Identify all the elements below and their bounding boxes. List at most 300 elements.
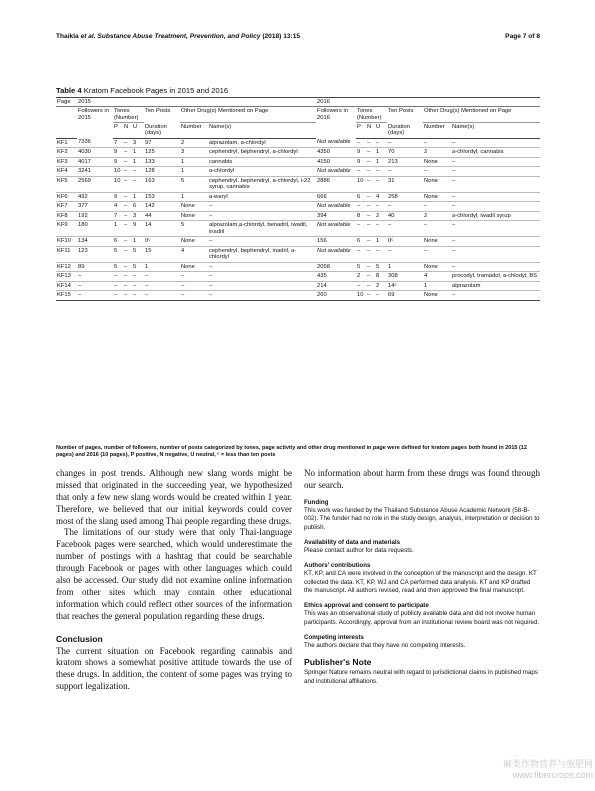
table-cell-page: KF2	[56, 148, 77, 157]
table-cell-d16: –	[387, 138, 423, 147]
table-cell-names16: a-chlordyl, cannabis	[451, 148, 540, 157]
publisher-note-text: Springer Nature remains neutral with regard to jurisdictional claims in published maps and institutional affiliations.	[304, 669, 538, 685]
table-cell-u15: 1	[132, 237, 144, 246]
table-row	[56, 211, 540, 220]
table-cell-f15: 4017	[77, 157, 113, 166]
table-cell-u15: –	[132, 167, 144, 176]
col-2015: 2015	[77, 98, 316, 107]
table-footnote: Number of pages, number of followers, number of posts categorized by tones, page activity and other drug mentioned in page were defined for kratom pages both found in 2015 (12 pages) and 2016 (10 pages), P positive, N negative, U neutral, ᶜ = less than ten posts	[56, 445, 527, 458]
table-cell-f15: –	[77, 281, 113, 290]
table-cell-n15: –	[123, 246, 132, 262]
table-cell-num15: 3	[180, 148, 208, 157]
table-cell-num15: –	[180, 291, 208, 300]
col-number: Number	[180, 123, 208, 138]
table-cell-f16: 2058	[316, 262, 356, 271]
table-cell-n16: –	[366, 202, 375, 211]
table-cell-page: KF13	[56, 272, 77, 281]
table-cell-num15: None	[180, 211, 208, 220]
table-cell-n16: –	[366, 167, 375, 176]
table-cell-n15: –	[123, 237, 132, 246]
table-cell-u16: –	[375, 221, 387, 237]
table-cell-d15: 142	[144, 202, 180, 211]
table-cell-p16: 10	[356, 176, 366, 192]
not-available-text: Not available	[317, 203, 351, 210]
table-cell-n16: –	[366, 148, 375, 157]
table-row	[56, 237, 540, 246]
table-cell-p15: –	[113, 281, 123, 290]
table-cell-p16: 5	[356, 262, 366, 271]
table-cell-d16: –	[387, 246, 423, 262]
table-cell-f16	[316, 167, 356, 176]
kratom-table	[56, 97, 540, 301]
table-cell-num16: –	[423, 202, 451, 211]
table-cell-p15: –	[113, 272, 123, 281]
table-row	[56, 157, 540, 166]
table-cell-f15: 123	[77, 246, 113, 262]
table-cell-page: KF14	[56, 281, 77, 290]
table-cell-page: KF5	[56, 176, 77, 192]
table-cell-d16: 0ᶜ	[387, 237, 423, 246]
table-cell-p16: –	[356, 246, 366, 262]
table-cell-f15: 134	[77, 237, 113, 246]
table-cell-p16: –	[356, 281, 366, 290]
table-cell-f16	[316, 202, 356, 211]
conclusion-paragraph: The current situation on Facebook regarding cannabis and kratom shows a somewhat positive attitude towards the use of these drugs. In addition, the content of some pages was trying to support legalization.	[56, 645, 292, 692]
table-cell-num15: 1	[180, 167, 208, 176]
table-cell-page: KF1	[56, 138, 77, 147]
table-cell-n15: –	[123, 202, 132, 211]
table-cell-page: KF12	[56, 262, 77, 271]
table-cell-u16: 1	[375, 237, 387, 246]
table-cell-num16: None	[423, 262, 451, 271]
table-cell-u15: 1	[132, 192, 144, 201]
table-cell-n16: –	[366, 176, 375, 192]
table-cell-names15: alprazolam,a-chlordyl, benadril, iwadil, inadril	[208, 221, 316, 237]
table-cell-n15: –	[123, 272, 132, 281]
availability-heading: Availability of data and materials	[304, 538, 401, 546]
body-paragraph: The limitations of our study were that only Thai-language Facebook pages were searched, which would underestimate the number of postings with a hashtag that could be searchable through Facebook or pages with other languages which could also be accessed. Our study did not examine online information from other sites which may contain other educational information which could reflect other sources of the information that reaches the general population regarding these drugs.	[56, 527, 292, 621]
table-cell-n16: –	[366, 246, 375, 262]
table-cell-n15: –	[123, 157, 132, 166]
watermark	[503, 759, 593, 782]
col-page: Page	[56, 98, 77, 107]
table-cell-u15: 1	[132, 157, 144, 166]
table-cell-names16: –	[451, 246, 540, 262]
table-cell-num16: None	[423, 237, 451, 246]
table-cell-names16: alprazolam	[451, 281, 540, 290]
table-cell-f15: 377	[77, 202, 113, 211]
table-cell-f16: 435	[316, 272, 356, 281]
table-row	[56, 167, 540, 176]
table-cell-num15: 4	[180, 246, 208, 262]
table-cell-u15: 5	[132, 262, 144, 271]
watermark-line: www.fibercrops.com	[512, 769, 593, 780]
table-cell-n15: –	[123, 291, 132, 300]
table-cell-d16: 69	[387, 291, 423, 300]
table-cell-p16: 9	[356, 157, 366, 166]
table-cell-p16: –	[356, 138, 366, 147]
table-cell-d15: 133	[144, 157, 180, 166]
table-cell-u16: –	[375, 291, 387, 300]
table-cell-d15: 125	[144, 148, 180, 157]
table-cell-names15: alprazolam, a-chlordyl	[208, 138, 316, 147]
not-available-text: Not available	[317, 168, 351, 175]
table-cell-n15: –	[123, 138, 132, 147]
table-cell-f15: 192	[77, 211, 113, 220]
table-cell-num15: None	[180, 262, 208, 271]
table-cell-names16: –	[451, 202, 540, 211]
table-cell-num16: 1	[423, 281, 451, 290]
table-cell-d16: 213	[387, 157, 423, 166]
table-row	[56, 176, 540, 192]
table-cell-u15: –	[132, 281, 144, 290]
table-cell-d16: –	[387, 221, 423, 237]
table-cell-p16: –	[356, 221, 366, 237]
table-cell-u15: –	[132, 176, 144, 192]
table-cell-names15: cephendryl, bephendryl, a-chlordyl	[208, 148, 316, 157]
ethics-heading: Ethics approval and consent to participate	[304, 602, 429, 610]
table-cell-names15: –	[208, 281, 316, 290]
page-number: Page 7 of 8	[505, 33, 540, 40]
table-cell-n16: –	[366, 281, 375, 290]
col-tones-2016: Tones (Number)	[356, 107, 387, 123]
table-cell-names16: procodyl, tramadol, a-chlodyl, BS	[451, 272, 540, 281]
table-cell-u16: 1	[375, 148, 387, 157]
watermark-line: 麻类作物营养与施肥网	[502, 758, 593, 769]
table-cell-names16: –	[451, 176, 540, 192]
table-cell-d15: 97	[144, 138, 180, 147]
table-cell-page: KF15	[56, 291, 77, 300]
table-cell-num15: 5	[180, 176, 208, 192]
table-cell-f15: 3241	[77, 167, 113, 176]
table-cell-n15: –	[123, 192, 132, 201]
table-cell-u16: 2	[375, 211, 387, 220]
ethics-text: This was an observational study of publicly available data and did not involve human participants. Accordingly, approval from an institutional review board was not required.	[304, 610, 540, 626]
table-cell-d16: 31	[387, 176, 423, 192]
col-u: U	[375, 123, 387, 138]
table-cell-p16: 8	[356, 211, 366, 220]
table-body	[56, 138, 540, 300]
table-cell-n16: –	[366, 221, 375, 237]
table-cell-p15: 6	[113, 237, 123, 246]
col-ten-posts-2016: Ten Posts	[388, 108, 414, 115]
table-cell-d16: –	[387, 202, 423, 211]
table-cell-names15: cephendryl, bephendryl, a-chlordyl, i-22 syrup, cannabis	[208, 176, 316, 192]
table-cell-names16: –	[451, 221, 540, 237]
col-other-drugs-2016: Other Drug(s) Mentioned on Page	[423, 107, 540, 123]
table-label: Table 4	[56, 86, 82, 95]
not-available-text: Not available	[317, 247, 351, 254]
table-row	[56, 148, 540, 157]
table-cell-f16: 156	[316, 237, 356, 246]
col-number: Number	[423, 123, 451, 138]
table-cell-f16: 4150	[316, 157, 356, 166]
table-cell-d16: 70	[387, 148, 423, 157]
table-cell-n16: –	[366, 157, 375, 166]
table-cell-d16: –	[387, 167, 423, 176]
table-cell-f15: 2569	[77, 176, 113, 192]
table-title: Kratom Facebook Pages in 2015 and 2016	[81, 86, 229, 95]
table-cell-p16: –	[356, 167, 366, 176]
table-header-row	[56, 98, 540, 107]
table-cell-page: KF8	[56, 211, 77, 220]
table-cell-u16: 8	[375, 272, 387, 281]
publisher-note-heading: Publisher's Note	[304, 657, 372, 668]
competing-text: The authors declare that they have no competing interests.	[304, 642, 466, 650]
table-cell-p15: 9	[113, 192, 123, 201]
table-cell-u16: 4	[375, 192, 387, 201]
table-cell-u15: 9	[132, 221, 144, 237]
table-cell-names16: –	[451, 167, 540, 176]
col-followers-2016: Followers in 2016	[317, 108, 348, 121]
col-followers-2015: Followers in 2015	[78, 108, 109, 121]
table-cell-n16: –	[366, 237, 375, 246]
table-cell-p15: 7	[113, 211, 123, 220]
table-cell-n15: –	[123, 221, 132, 237]
col-duration: Duration (days)	[387, 123, 423, 138]
table-cell-n15: –	[123, 262, 132, 271]
table-cell-p15: 4	[113, 202, 123, 211]
table-cell-p16: 6	[356, 192, 366, 201]
table-cell-f16	[316, 138, 356, 147]
table-cell-n16: –	[366, 291, 375, 300]
not-available-text: Not available	[317, 139, 351, 146]
table-cell-f15: 7336	[77, 138, 113, 147]
table-cell-p16: 10	[356, 291, 366, 300]
table-cell-p15: –	[113, 291, 123, 300]
col-other-drugs-2015: Other Drug(s) Mentioned on Page	[180, 107, 316, 123]
table-cell-p15: 7	[113, 138, 123, 147]
table-row	[56, 281, 540, 290]
col-names: Name(s)	[451, 123, 540, 138]
table-cell-u16: –	[375, 138, 387, 147]
table-cell-d15: –	[144, 272, 180, 281]
table-cell-names16: a-chlordyl, iwadil syrup	[451, 211, 540, 220]
left-column	[56, 468, 292, 693]
table-cell-num16: 2	[423, 148, 451, 157]
table-row	[56, 138, 540, 147]
table-cell-num16: –	[423, 221, 451, 237]
table-cell-p16: 9	[356, 148, 366, 157]
not-available-text: Not available	[317, 222, 351, 229]
table-cell-num15: 1	[180, 192, 208, 201]
table-cell-d15: 1	[144, 262, 180, 271]
table-cell-n16: –	[366, 211, 375, 220]
table-cell-p15: 9	[113, 148, 123, 157]
table-cell-u16: –	[375, 167, 387, 176]
table-cell-names16: –	[451, 291, 540, 300]
table-cell-names15: cephendryl, bephendryl, inadril, a-chlordyl	[208, 246, 316, 262]
table-cell-u15: 3	[132, 211, 144, 220]
table-cell-d16: 308	[387, 272, 423, 281]
contributions-heading: Authors' contributions	[304, 562, 371, 570]
table-cell-d15: 14	[144, 221, 180, 237]
table-cell-d15: 0ᶜ	[144, 237, 180, 246]
table-cell-page: KF4	[56, 167, 77, 176]
table-cell-u15: –	[132, 291, 144, 300]
availability-text: Please contact author for data requests.	[304, 546, 414, 554]
col-tones-2015: Tones (Number)	[113, 107, 144, 123]
table-cell-f15: 492	[77, 192, 113, 201]
table-cell-p16: 2	[356, 272, 366, 281]
table-row	[56, 246, 540, 262]
table-row	[56, 192, 540, 201]
table-cell-f16: 4350	[316, 148, 356, 157]
table-cell-names16: –	[451, 262, 540, 271]
table-cell-page: KF7	[56, 202, 77, 211]
table-cell-d15: –	[144, 281, 180, 290]
table-cell-u15: 6	[132, 202, 144, 211]
table-cell-f16: 260	[316, 291, 356, 300]
table-cell-d15: 153	[144, 192, 180, 201]
table-cell-u16: 1	[375, 157, 387, 166]
table-cell-names15: –	[208, 291, 316, 300]
col-p: P	[356, 123, 366, 138]
table-cell-u16: –	[375, 246, 387, 262]
table-cell-u16: 5	[375, 262, 387, 271]
table-cell-n15: –	[123, 176, 132, 192]
table-row	[56, 221, 540, 237]
right-column	[304, 468, 540, 686]
table-cell-names15: –	[208, 272, 316, 281]
table-cell-f16: 2886	[316, 176, 356, 192]
table-cell-p15: 1	[113, 221, 123, 237]
table-cell-d15: 44	[144, 211, 180, 220]
table-cell-page: KF10	[56, 237, 77, 246]
body-paragraph: changes in post trends. Although new slang words might be missed that originated in the succeeding year, we hypothesized that only a few new slang words would be created within 1 year. Therefore, we believed that our initial keywords could cover most of the slang used among Thai people regarding these drugs.	[56, 468, 292, 526]
table-cell-n15: –	[123, 281, 132, 290]
table-cell-names15: –	[208, 237, 316, 246]
table-row	[56, 262, 540, 271]
table-cell-u15: 3	[132, 138, 144, 147]
table-cell-u15: –	[132, 272, 144, 281]
table-row	[56, 272, 540, 281]
table-cell-names15: a-waryl	[208, 192, 316, 201]
table-header-row	[56, 123, 540, 138]
table-cell-num16: –	[423, 138, 451, 147]
table-cell-num15: None	[180, 237, 208, 246]
col-names: Name(s)	[208, 123, 316, 138]
table-cell-num15: –	[180, 272, 208, 281]
table-cell-num15: 2	[180, 138, 208, 147]
table-cell-num16: None	[423, 192, 451, 201]
competing-heading: Competing interests	[304, 634, 364, 642]
table-cell-p16: 6	[356, 237, 366, 246]
table-cell-n16: –	[366, 192, 375, 201]
table-cell-names15: –	[208, 202, 316, 211]
table-cell-f15: 89	[77, 262, 113, 271]
table-cell-page: KF9	[56, 221, 77, 237]
table-cell-u16: –	[375, 176, 387, 192]
col-n: N	[366, 123, 375, 138]
table-cell-names15: a-chlordyl	[208, 167, 316, 176]
table-cell-p15: 9	[113, 157, 123, 166]
table-caption	[56, 86, 228, 95]
table-cell-f15: –	[77, 291, 113, 300]
table-cell-num15: None	[180, 202, 208, 211]
table-header-row	[56, 107, 540, 123]
table-cell-num16: None	[423, 157, 451, 166]
table-cell-p15: 10	[113, 176, 123, 192]
table-cell-d15: 15	[144, 246, 180, 262]
contributions-text: KT, KP, and CA were involved in the conception of the manuscript and the design. KT collected the data. KT, KP, WJ and CA performed data analysis. KT and KP drafted the manuscript. All authors revised, read and then approved the final manuscript.	[304, 570, 537, 594]
table-cell-n15: –	[123, 211, 132, 220]
table-cell-f15: –	[77, 272, 113, 281]
table-cell-f15: 180	[77, 221, 113, 237]
table-cell-f16: 666	[316, 192, 356, 201]
table-cell-n15: –	[123, 167, 132, 176]
table-cell-page: KF11	[56, 246, 77, 262]
table-cell-p15: 5	[113, 246, 123, 262]
table-cell-names15: –	[208, 262, 316, 271]
table-cell-num16: –	[423, 246, 451, 262]
table-row	[56, 202, 540, 211]
col-p: P	[113, 123, 123, 138]
table-cell-d16: 258	[387, 192, 423, 201]
journal-citation: Thaikla et al. Substance Abuse Treatment, Prevention, and Policy (2018) 13:15	[56, 33, 301, 40]
table-cell-num15: 5	[180, 221, 208, 237]
table-cell-names16: –	[451, 237, 540, 246]
table-cell-u15: 1	[132, 148, 144, 157]
table-cell-f15: 4030	[77, 148, 113, 157]
col-ten-posts-2015: Ten Posts	[145, 108, 171, 115]
table-cell-f16: 214	[316, 281, 356, 290]
section-heading-conclusion: Conclusion	[56, 633, 103, 644]
table-cell-num15: 1	[180, 157, 208, 166]
table-cell-d15: –	[144, 291, 180, 300]
col-n: N	[123, 123, 132, 138]
table-cell-num16: 4	[423, 272, 451, 281]
col-duration: Duration (days)	[144, 123, 180, 138]
table-cell-f16	[316, 246, 356, 262]
table-cell-n15: –	[123, 148, 132, 157]
funding-heading: Funding	[304, 498, 329, 506]
table-cell-n16: –	[366, 138, 375, 147]
table-cell-num16: None	[423, 176, 451, 192]
funding-text: This work was funded by the Thailand Substance Abuse Academic Network (58-B-002). The funder had no role in the study design, analysis, interpretation or decision to publish.	[304, 506, 540, 531]
table-cell-names16: –	[451, 192, 540, 201]
table-cell-d16: 40	[387, 211, 423, 220]
table-cell-p15: 5	[113, 262, 123, 271]
table-cell-n16: –	[366, 272, 375, 281]
col-2016: 2016	[316, 98, 540, 107]
table-cell-num16: None	[423, 291, 451, 300]
running-header	[56, 33, 540, 40]
body-paragraph: No information about harm from these drugs was found through our search.	[304, 468, 540, 490]
col-u: U	[132, 123, 144, 138]
table-cell-names15: –	[208, 211, 316, 220]
table-cell-num16: –	[423, 167, 451, 176]
table-cell-d15: 128	[144, 167, 180, 176]
table-cell-page: KF3	[56, 157, 77, 166]
table-cell-names16: –	[451, 157, 540, 166]
table-cell-d16: 1	[387, 262, 423, 271]
table-cell-p16: –	[356, 202, 366, 211]
table-cell-f16	[316, 221, 356, 237]
table-cell-d16: 14ᶜ	[387, 281, 423, 290]
table-cell-names16: –	[451, 138, 540, 147]
table-cell-num15: –	[180, 281, 208, 290]
table-cell-d15: 163	[144, 176, 180, 192]
table-cell-f16: 394	[316, 211, 356, 220]
table-cell-u16: –	[375, 202, 387, 211]
table-cell-u16: 2	[375, 281, 387, 290]
table-cell-u15: 5	[132, 246, 144, 262]
table-cell-num16: 2	[423, 211, 451, 220]
table-cell-n16: –	[366, 262, 375, 271]
table-row	[56, 291, 540, 300]
table-cell-names15: cannabis	[208, 157, 316, 166]
